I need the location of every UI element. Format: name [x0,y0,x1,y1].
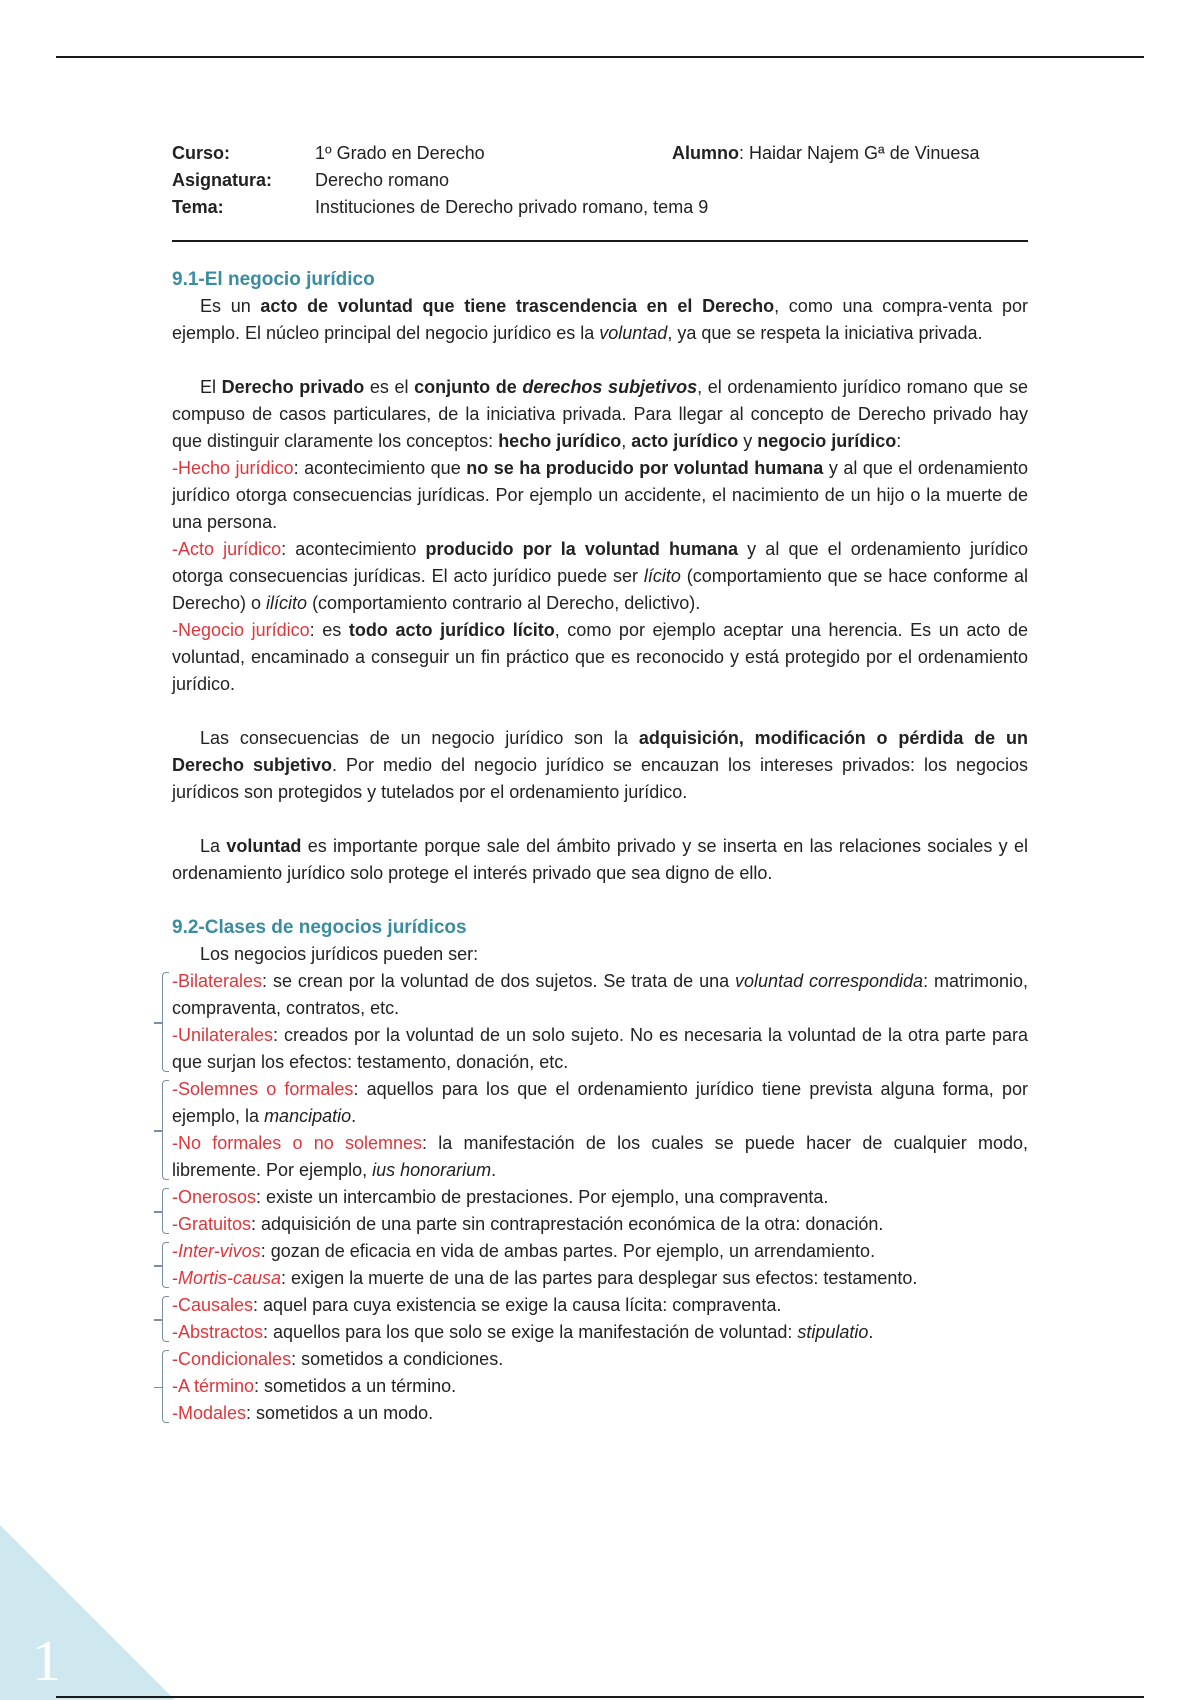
curso-label: Curso: [172,143,230,163]
section-2-title: 9.2-Clases de negocios jurídicos [172,917,467,938]
header-divider [172,240,1028,242]
class-onerosos: -Onerosos: existe un intercambio de prestaciones. Por ejemplo, una compraventa. [172,1187,829,1207]
definition-negocio-juridico: -Negocio jurídico: es todo acto jurídico lícito, como por ejemplo aceptar una herencia. Es un acto de voluntad, encaminado a conseguir un fin práctico que es reconocido y está protegido por el ordenamiento jurídico. [172,620,1028,694]
bracket-icon [162,1188,169,1234]
bracket-icon [162,1242,169,1288]
bracket-icon [162,972,169,1072]
section-1-title: 9.1-El negocio jurídico [172,269,375,290]
bracket-icon [162,1296,169,1342]
class-unilaterales: -Unilaterales: creados por la voluntad de un solo sujeto. No es necesaria la voluntad de la otra parte para que surjan los efectos: testamento, donación, etc. [172,1025,1028,1072]
group-solemnes-no-formales [172,1076,1028,1184]
class-mortis-causa: -Mortis-causa: exigen la muerte de una de las partes para desplegar sus efectos: testamento. [172,1268,918,1288]
alumno-value: : Haidar Najem Gª de Vinuesa [739,143,980,163]
class-abstractos: -Abstractos: aquellos para los que solo se exige la manifestación de voluntad: stipulatio. [172,1322,874,1342]
bracket-icon [162,1350,169,1423]
corner-decoration [0,1525,175,1700]
bottom-rule [56,1696,1144,1698]
asignatura-value: Derecho romano [315,170,450,190]
bracket-icon [162,1080,169,1180]
curso-value: 1º Grado en Derecho [315,143,485,163]
alumno-label: Alumno [672,143,739,163]
group-inter-mortis [172,1238,1028,1292]
classes-intro: Los negocios jurídicos pueden ser: [200,944,479,964]
class-gratuitos: -Gratuitos: adquisición de una parte sin contraprestación económica de la otra: donación. [172,1214,884,1234]
class-condicionales: -Condicionales: sometidos a condiciones. [172,1349,504,1369]
paragraph-definition: Es un acto de voluntad que tiene trascendencia en el Derecho, como una compra-venta por ejemplo. El núcleo principal del negocio jurídico es la voluntad, ya que se respeta la iniciativa privada. [172,296,1028,343]
document-header [172,140,1028,228]
alumno-row [672,140,979,167]
paragraph-derecho-privado: El Derecho privado es el conjunto de derechos subjetivos, el ordenamiento jurídico romano que se compuso de casos particulares, de la iniciativa privada. Para llegar al concepto de Derecho privado hay que distinguir claramente los conceptos: hecho jurídico, acto jurídico y negocio jurídico: [172,377,1028,451]
group-bilateral-unilateral [172,968,1028,1076]
definition-acto-juridico: -Acto jurídico: acontecimiento producido por la voluntad humana y al que el ordenamiento jurídico otorga consecuencias jurídicas. El acto jurídico puede ser lícito (comportamiento que se hace conforme al Derecho) o ilícito (comportamiento contrario al Derecho, delictivo). [172,539,1028,613]
top-rule [56,56,1144,58]
document-body [172,140,1028,1427]
class-inter-vivos: -Inter-vivos: gozan de eficacia en vida de ambas partes. Por ejemplo, un arrendamiento. [172,1241,876,1261]
page-number: 1 [32,1628,61,1693]
group-causales-abstractos [172,1292,1028,1346]
class-modales: -Modales: sometidos a un modo. [172,1403,434,1423]
class-no-formales: -No formales o no solemnes: la manifestación de los cuales se puede hacer de cualquier modo, libremente. Por ejemplo, ius honorarium. [172,1133,1028,1180]
class-solemnes: -Solemnes o formales: aquellos para los que el ordenamiento jurídico tiene prevista alguna forma, por ejemplo, la mancipatio. [172,1079,1028,1126]
group-modalidades [172,1346,1028,1427]
tema-label: Tema: [172,197,224,217]
paragraph-consecuencias: Las consecuencias de un negocio jurídico son la adquisición, modificación o pérdida de un Derecho subjetivo. Por medio del negocio jurídico se encauzan los intereses privados: los negocios jurídicos son protegidos y tutelados por el ordenamiento jurídico. [172,728,1028,802]
class-a-termino: -A término: sometidos a un término. [172,1376,457,1396]
paragraph-voluntad: La voluntad es importante porque sale del ámbito privado y se inserta en las relaciones sociales y el ordenamiento jurídico solo protege el interés privado que sea digno de ello. [172,836,1028,883]
group-onerosos-gratuitos [172,1184,1028,1238]
class-causales: -Causales: aquel para cuya existencia se exige la causa lícita: compraventa. [172,1295,782,1315]
tema-value: Instituciones de Derecho privado romano, tema 9 [315,197,709,217]
definition-hecho-juridico: -Hecho jurídico: acontecimiento que no se ha producido por voluntad humana y al que el ordenamiento jurídico otorga consecuencias jurídicas. Por ejemplo un accidente, el nacimiento de un hijo o la muerte de una persona. [172,458,1029,532]
class-bilaterales: -Bilaterales: se crean por la voluntad de dos sujetos. Se trata de una voluntad correspondida: matrimonio, compraventa, contratos, etc. [172,971,1028,1018]
asignatura-label: Asignatura: [172,170,273,190]
